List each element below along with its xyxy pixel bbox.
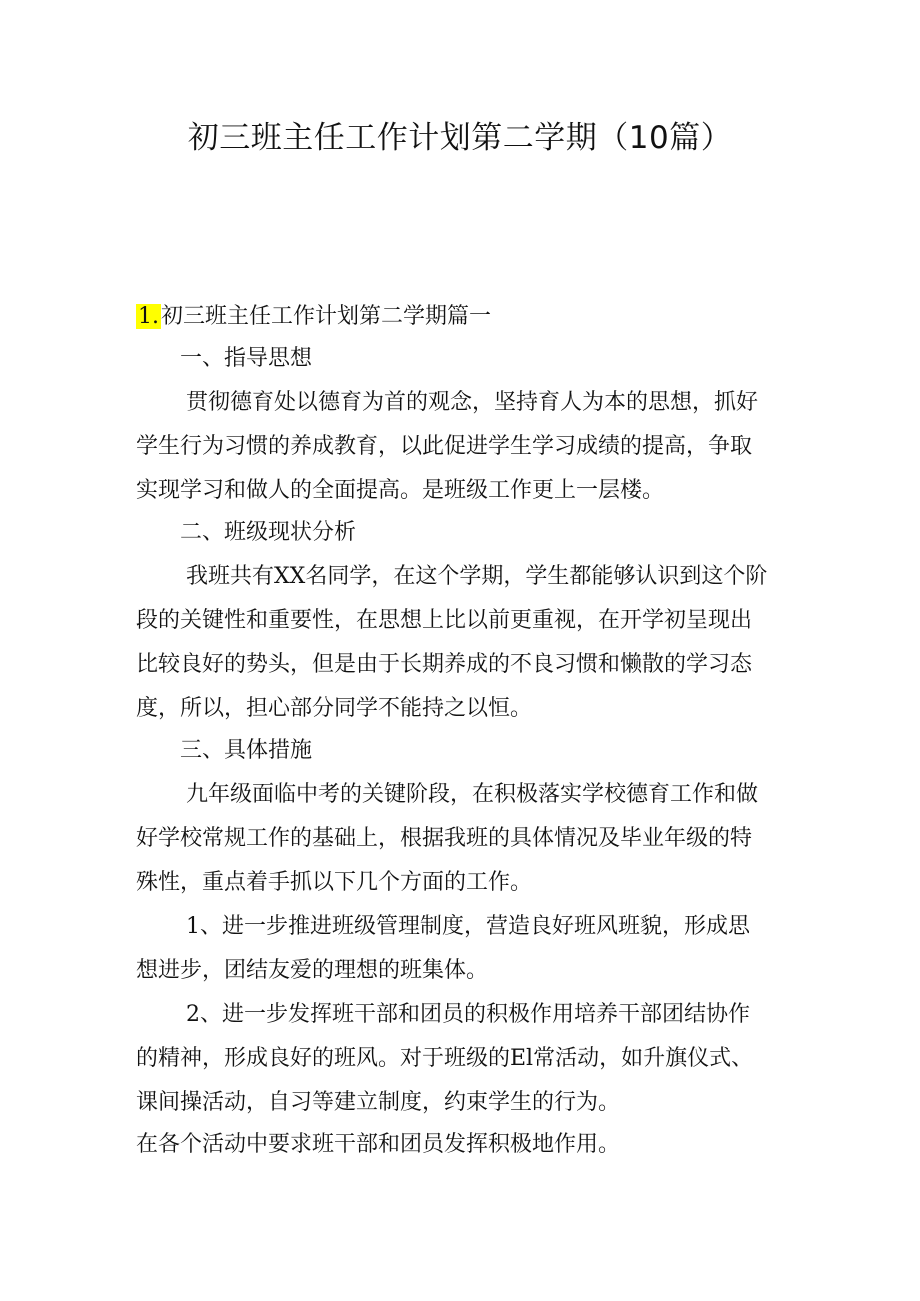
- list-item-2: 2、进一步发挥班干部和团员的积极作用培养干部团结协作: [186, 1002, 750, 1027]
- paragraph-line: 在各个活动中要求班干部和团员发挥积极地作用。: [136, 1132, 621, 1157]
- paragraph-line: 的精神，形成良好的班风。对于班级的El常活动，如升旗仪式、: [136, 1046, 754, 1071]
- paragraph-line: 课间操活动，自习等建立制度，约束学生的行为。: [136, 1090, 621, 1115]
- subheading-specific-measures: 三、具体措施: [180, 738, 313, 763]
- paragraph-line: 比较良好的势头，但是由于长期养成的不良习惯和懒散的学习态: [136, 652, 753, 677]
- section-heading: [136, 302, 491, 332]
- paragraph-line: 九年级面临中考的关键阶段，在积极落实学校德育工作和做: [186, 782, 759, 807]
- paragraph-line: 段的关键性和重要性，在思想上比以前更重视，在开学初呈现出: [136, 608, 753, 633]
- section-heading-text: 初三班主任工作计划第二学期篇一: [161, 304, 492, 329]
- subheading-guiding-ideology: 一、指导思想: [180, 346, 313, 371]
- paragraph-line: 想进步，团结友爱的理想的班集体。: [136, 958, 489, 983]
- paragraph-line: 贯彻德育处以德育为首的观念，坚持育人为本的思想，抓好: [186, 390, 759, 415]
- paragraph-line: 实现学习和做人的全面提高。是班级工作更上一层楼。: [136, 478, 665, 503]
- section-number-highlight: 1.: [138, 304, 159, 329]
- paragraph-line: 好学校常规工作的基础上，根据我班的具体情况及毕业年级的特: [136, 826, 753, 851]
- subheading-class-analysis: 二、班级现状分析: [180, 520, 357, 545]
- document-title: 初三班主任工作计划第二学期（10篇）: [187, 120, 733, 156]
- paragraph-line: 度，所以，担心部分同学不能持之以恒。: [136, 696, 533, 721]
- paragraph-line: 殊性，重点着手抓以下几个方面的工作。: [136, 870, 533, 895]
- paragraph-line: 我班共有XX名同学，在这个学期，学生都能够认识到这个阶: [186, 564, 768, 589]
- list-item-1: 1、进一步推进班级管理制度，营造良好班风班貌，形成思: [186, 914, 750, 939]
- paragraph-line: 学生行为习惯的养成教育，以此促进学生学习成绩的提高，争取: [136, 434, 753, 459]
